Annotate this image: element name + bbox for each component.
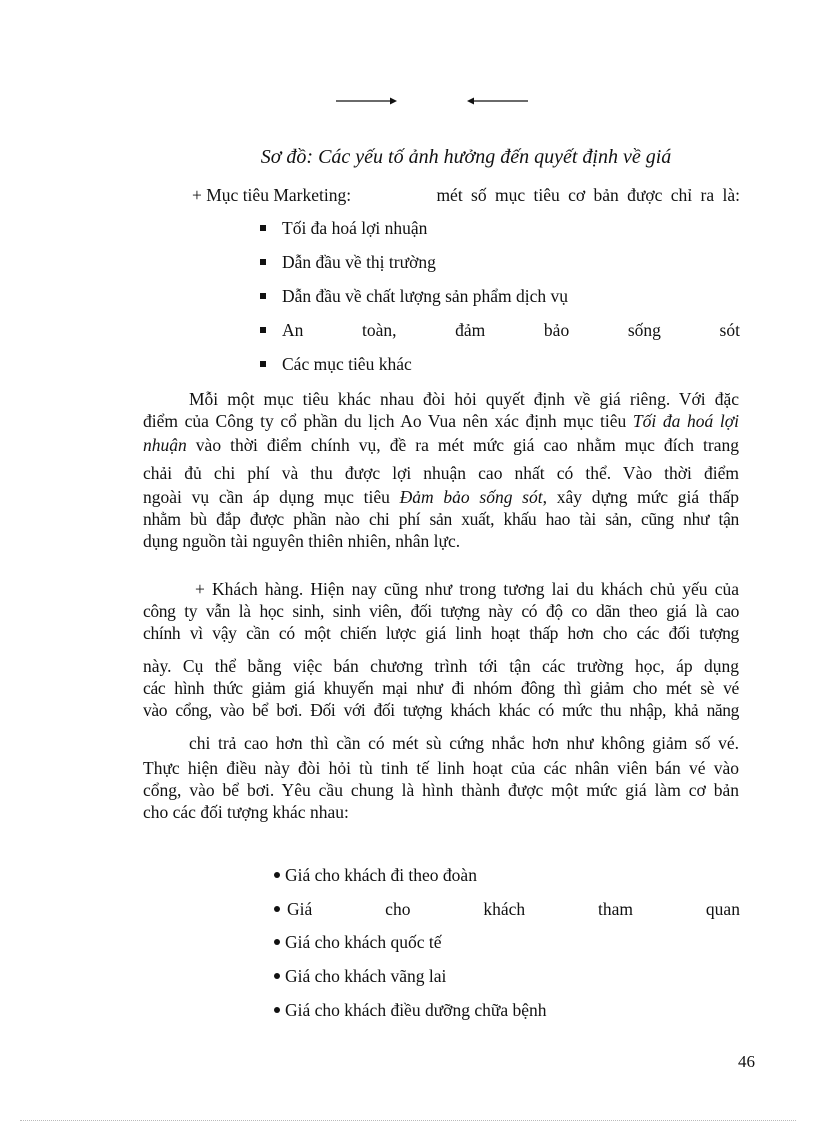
word: sống [627,320,661,340]
word: cho [385,899,411,919]
arrow-right-icon [336,96,398,106]
word: tham [598,899,634,919]
marketing-heading-rest: mét số mục tiêu cơ bản được chỉ ra là: [436,185,740,205]
round-bullet-icon [274,872,280,878]
marketing-heading [192,184,740,206]
word: sót [719,320,740,340]
list-item [260,319,740,341]
list-item: Dẫn đầu về thị trường [260,251,436,273]
round-bullet-icon [274,939,280,945]
round-bullet-icon [274,973,280,979]
word: đảm [455,320,486,340]
marketing-heading-lead: + Mục tiêu Marketing: [192,185,352,205]
word: quan [705,899,740,919]
square-bullet-icon [260,361,266,367]
list-item: Giá cho khách điều dưỡng chữa bệnh [274,999,546,1021]
square-bullet-icon [260,293,266,299]
list-item: Dẫn đầu về chất lượng sản phẩm dịch vụ [260,285,568,307]
word: Giá [287,899,313,919]
diagram-caption: Sơ đồ: Các yếu tố ảnh hưởng đến quyết định về giá [260,146,672,168]
list-item: Giá cho khách đi theo đoàn [274,864,477,886]
list-item: Giá cho khách quốc tế [274,931,441,953]
word: khách [483,899,526,919]
list-item [274,898,740,920]
arrow-left-icon [466,96,528,106]
footer-divider [20,1120,796,1121]
word: bảo [543,320,570,340]
page-number: 46 [738,1052,755,1071]
paragraph-objectives: Mỗi một mục tiêu khác nhau đòi hỏi quyết định về giá riêng. Với đặc điểm của Công ty cổ phần du lịch Ao Vua nên xác định mục tiêu Tối đa hoá lợi nhuận vào thời điểm chính vụ, đề ra mét mức giá cao nhằm mục đích trang chải đủ chi phí và thu được lợi nhuận cao nhất có thể. Vào thời điểm ngoài vụ cần áp dụng mục tiêu Đảm bảo sống sót, xây dựng mức giá thấp nhằm bù đắp được phần nào chi phí sản xuất, khấu hao tài sản, cũng như tận dụng nguồn tài nguyên thiên nhiên, nhân lực. [143,389,740,551]
square-bullet-icon [260,225,266,231]
square-bullet-icon [260,327,266,333]
round-bullet-icon [274,906,280,912]
list-item: Giá cho khách vãng lai [274,965,446,987]
list-item: Tối đa hoá lợi nhuận [260,217,427,239]
round-bullet-icon [274,1007,280,1013]
word: An [282,320,304,340]
square-bullet-icon [260,259,266,265]
list-item: Các mục tiêu khác [260,353,412,375]
word: toàn, [362,320,397,340]
paragraph-customers: + Khách hàng. Hiện nay cũng như trong tương lai du khách chủ yếu của công ty vẫn là học sinh, sinh viên, đối tượng này có độ co dãn theo giá là cao chính vì vậy cần có một chiến lược giá linh hoạt thấp hơn cho các đối tượng này. Cụ thể bằng việc bán chương trình tới tận các trường học, áp dụng các hình thức giảm giá khuyến mại như đi nhóm đông thì giảm cho mét sè vé vào cổng, vào bể bơi. Đối với đối tượng khách khác có mức thu nhập, khả năng chi trả cao hơn thì cần có mét sù cứng nhắc hơn như không giảm số vé. Thực hiện điều này đòi hỏi tù tinh tế linh hoạt của các nhân viên bán vé vào cổng, vào bể bơi. Yêu cầu chung là hình thành được một mức giá làm cơ bản cho các đối tượng khác nhau: [143,579,739,822]
